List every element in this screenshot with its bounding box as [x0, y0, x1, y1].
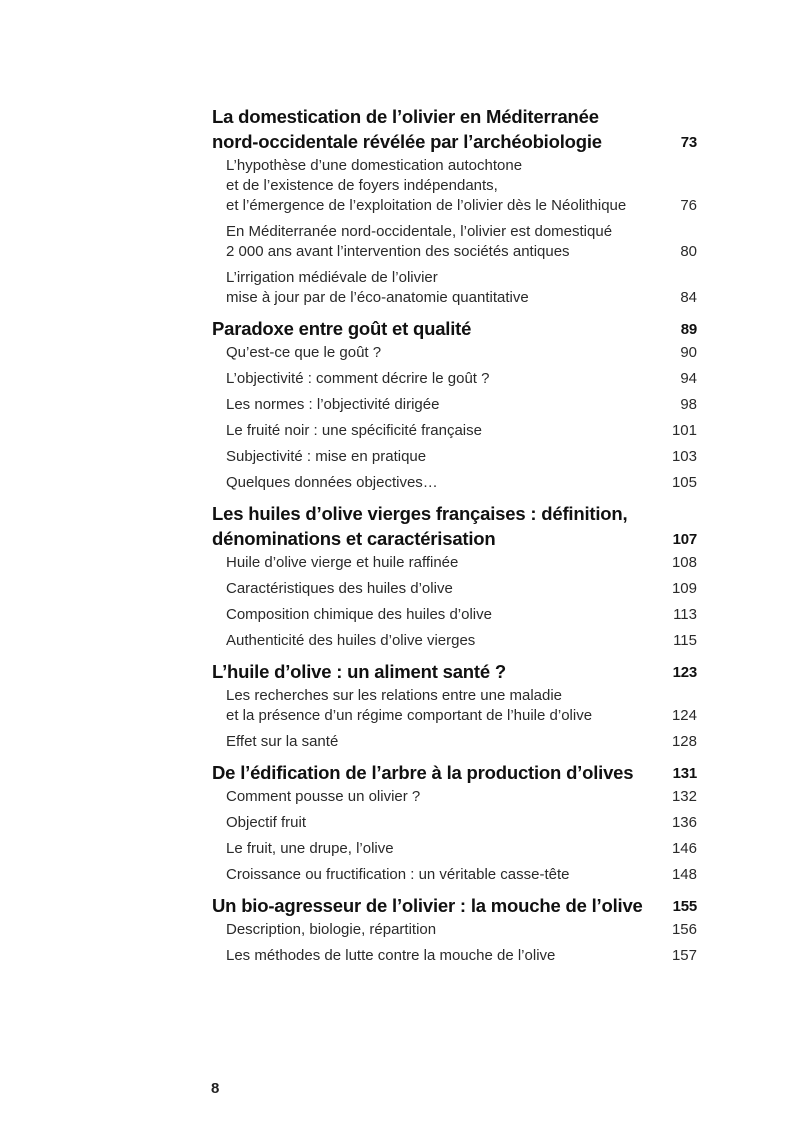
toc-entry[interactable] [212, 732, 697, 752]
entry-page-number: 84 [680, 289, 697, 306]
chapter-heading[interactable] [212, 760, 697, 785]
toc-entry[interactable] [212, 946, 697, 966]
chapter-page-number: 89 [680, 321, 697, 338]
chapter-title: Paradoxe entre goût et qualité [212, 318, 472, 339]
toc-entry[interactable] [212, 813, 697, 833]
toc-entry[interactable] [212, 605, 697, 625]
entry-title: Description, biologie, répartition [226, 921, 437, 938]
entry-page-number: 80 [680, 243, 697, 260]
chapter-title: Les huiles d’olive vierges françaises : définition, dénominations et caractérisation [212, 503, 628, 549]
entry-page-number: 98 [680, 396, 697, 413]
entry-page-number: 146 [671, 840, 697, 857]
entry-page-number: 148 [671, 866, 697, 883]
entry-page-number: 128 [671, 733, 697, 750]
entry-title: Authenticité des huiles d’olive vierges [226, 632, 476, 649]
toc-entry[interactable] [212, 421, 697, 441]
toc-entry[interactable] [212, 369, 697, 389]
entry-page-number: 101 [671, 422, 697, 439]
chapter-page-number: 107 [672, 531, 697, 548]
entry-title: Comment pousse un olivier ? [226, 788, 421, 805]
entry-title: Les recherches sur les relations entre une maladie et la présence d’un régime comportant de l’huile d’olive [226, 687, 593, 724]
toc-entry[interactable] [212, 156, 697, 216]
entry-title: Le fruité noir : une spécificité française [226, 422, 482, 439]
chapter-title: La domestication de l’olivier en Méditerranée nord-occidentale révélée par l’archéobiologie [212, 106, 602, 152]
toc-entry[interactable] [212, 631, 697, 651]
entry-page-number: 157 [671, 947, 697, 964]
chapter-page-number: 131 [672, 765, 697, 782]
toc-section [212, 104, 697, 308]
toc-entry[interactable] [212, 222, 697, 262]
entry-title: L’hypothèse d’une domestication autochtone et de l’existence de foyers indépendants, et l’émergence de l’exploitation de l’olivier dès le Néolithique [226, 157, 627, 214]
chapter-page-number: 123 [672, 664, 697, 681]
chapter-heading[interactable] [212, 893, 697, 918]
entry-title: Caractéristiques des huiles d’olive [226, 580, 453, 597]
entry-title: Les méthodes de lutte contre la mouche de l’olive [226, 947, 556, 964]
toc-entry[interactable] [212, 787, 697, 807]
toc-entry[interactable] [212, 579, 697, 599]
chapter-title: Un bio-agresseur de l’olivier : la mouche de l’olive [212, 895, 643, 916]
chapter-page-number: 73 [680, 134, 697, 151]
toc-entry[interactable] [212, 473, 697, 493]
toc-entry[interactable] [212, 553, 697, 573]
entry-page-number: 156 [671, 921, 697, 938]
entry-page-number: 90 [680, 344, 697, 361]
table-of-contents [212, 104, 697, 974]
chapter-title: L’huile d’olive : un aliment santé ? [212, 661, 506, 682]
toc-entry[interactable] [212, 865, 697, 885]
toc-section [212, 659, 697, 752]
entry-title: Les normes : l’objectivité dirigée [226, 396, 440, 413]
entry-title: Croissance ou fructification : un véritable casse-tête [226, 866, 570, 883]
toc-entry[interactable] [212, 395, 697, 415]
entry-title: Composition chimique des huiles d’olive [226, 606, 492, 623]
entry-page-number: 132 [671, 788, 697, 805]
toc-entry[interactable] [212, 268, 697, 308]
chapter-page-number: 155 [672, 898, 697, 915]
toc-entry[interactable] [212, 839, 697, 859]
entry-page-number: 113 [673, 606, 697, 623]
entry-page-number: 94 [680, 370, 697, 387]
chapter-heading[interactable] [212, 501, 697, 551]
chapter-heading[interactable] [212, 104, 697, 154]
entry-page-number: 136 [671, 814, 697, 831]
toc-section [212, 893, 697, 966]
entry-title: Subjectivité : mise en pratique [226, 448, 427, 465]
entry-title: En Méditerranée nord-occidentale, l’olivier est domestiqué 2 000 ans avant l’intervention des sociétés antiques [226, 223, 613, 260]
entry-title: Qu’est-ce que le goût ? [226, 344, 382, 361]
toc-entry[interactable] [212, 686, 697, 726]
chapter-heading[interactable] [212, 659, 697, 684]
entry-title: L’objectivité : comment décrire le goût ? [226, 370, 490, 387]
toc-entry[interactable] [212, 920, 697, 940]
chapter-title: De l’édification de l’arbre à la production d’olives [212, 762, 634, 783]
entry-title: Le fruit, une drupe, l’olive [226, 840, 394, 857]
toc-section [212, 316, 697, 493]
entry-title: Quelques données objectives… [226, 474, 438, 491]
toc-section [212, 760, 697, 885]
entry-page-number: 108 [671, 554, 697, 571]
entry-title: Effet sur la santé [226, 733, 339, 750]
entry-page-number: 103 [671, 448, 697, 465]
entry-page-number: 124 [671, 707, 697, 724]
entry-page-number: 105 [671, 474, 697, 491]
page-number: 8 [211, 1080, 220, 1097]
entry-title: L’irrigation médiévale de l’olivier mise à jour par de l’éco-anatomie quantitative [226, 269, 529, 306]
entry-page-number: 109 [671, 580, 697, 597]
entry-page-number: 115 [673, 632, 697, 649]
toc-entry[interactable] [212, 447, 697, 467]
toc-section [212, 501, 697, 651]
entry-title: Objectif fruit [226, 814, 307, 831]
entry-title: Huile d’olive vierge et huile raffinée [226, 554, 459, 571]
entry-page-number: 76 [680, 197, 697, 214]
toc-entry[interactable] [212, 343, 697, 363]
chapter-heading[interactable] [212, 316, 697, 341]
